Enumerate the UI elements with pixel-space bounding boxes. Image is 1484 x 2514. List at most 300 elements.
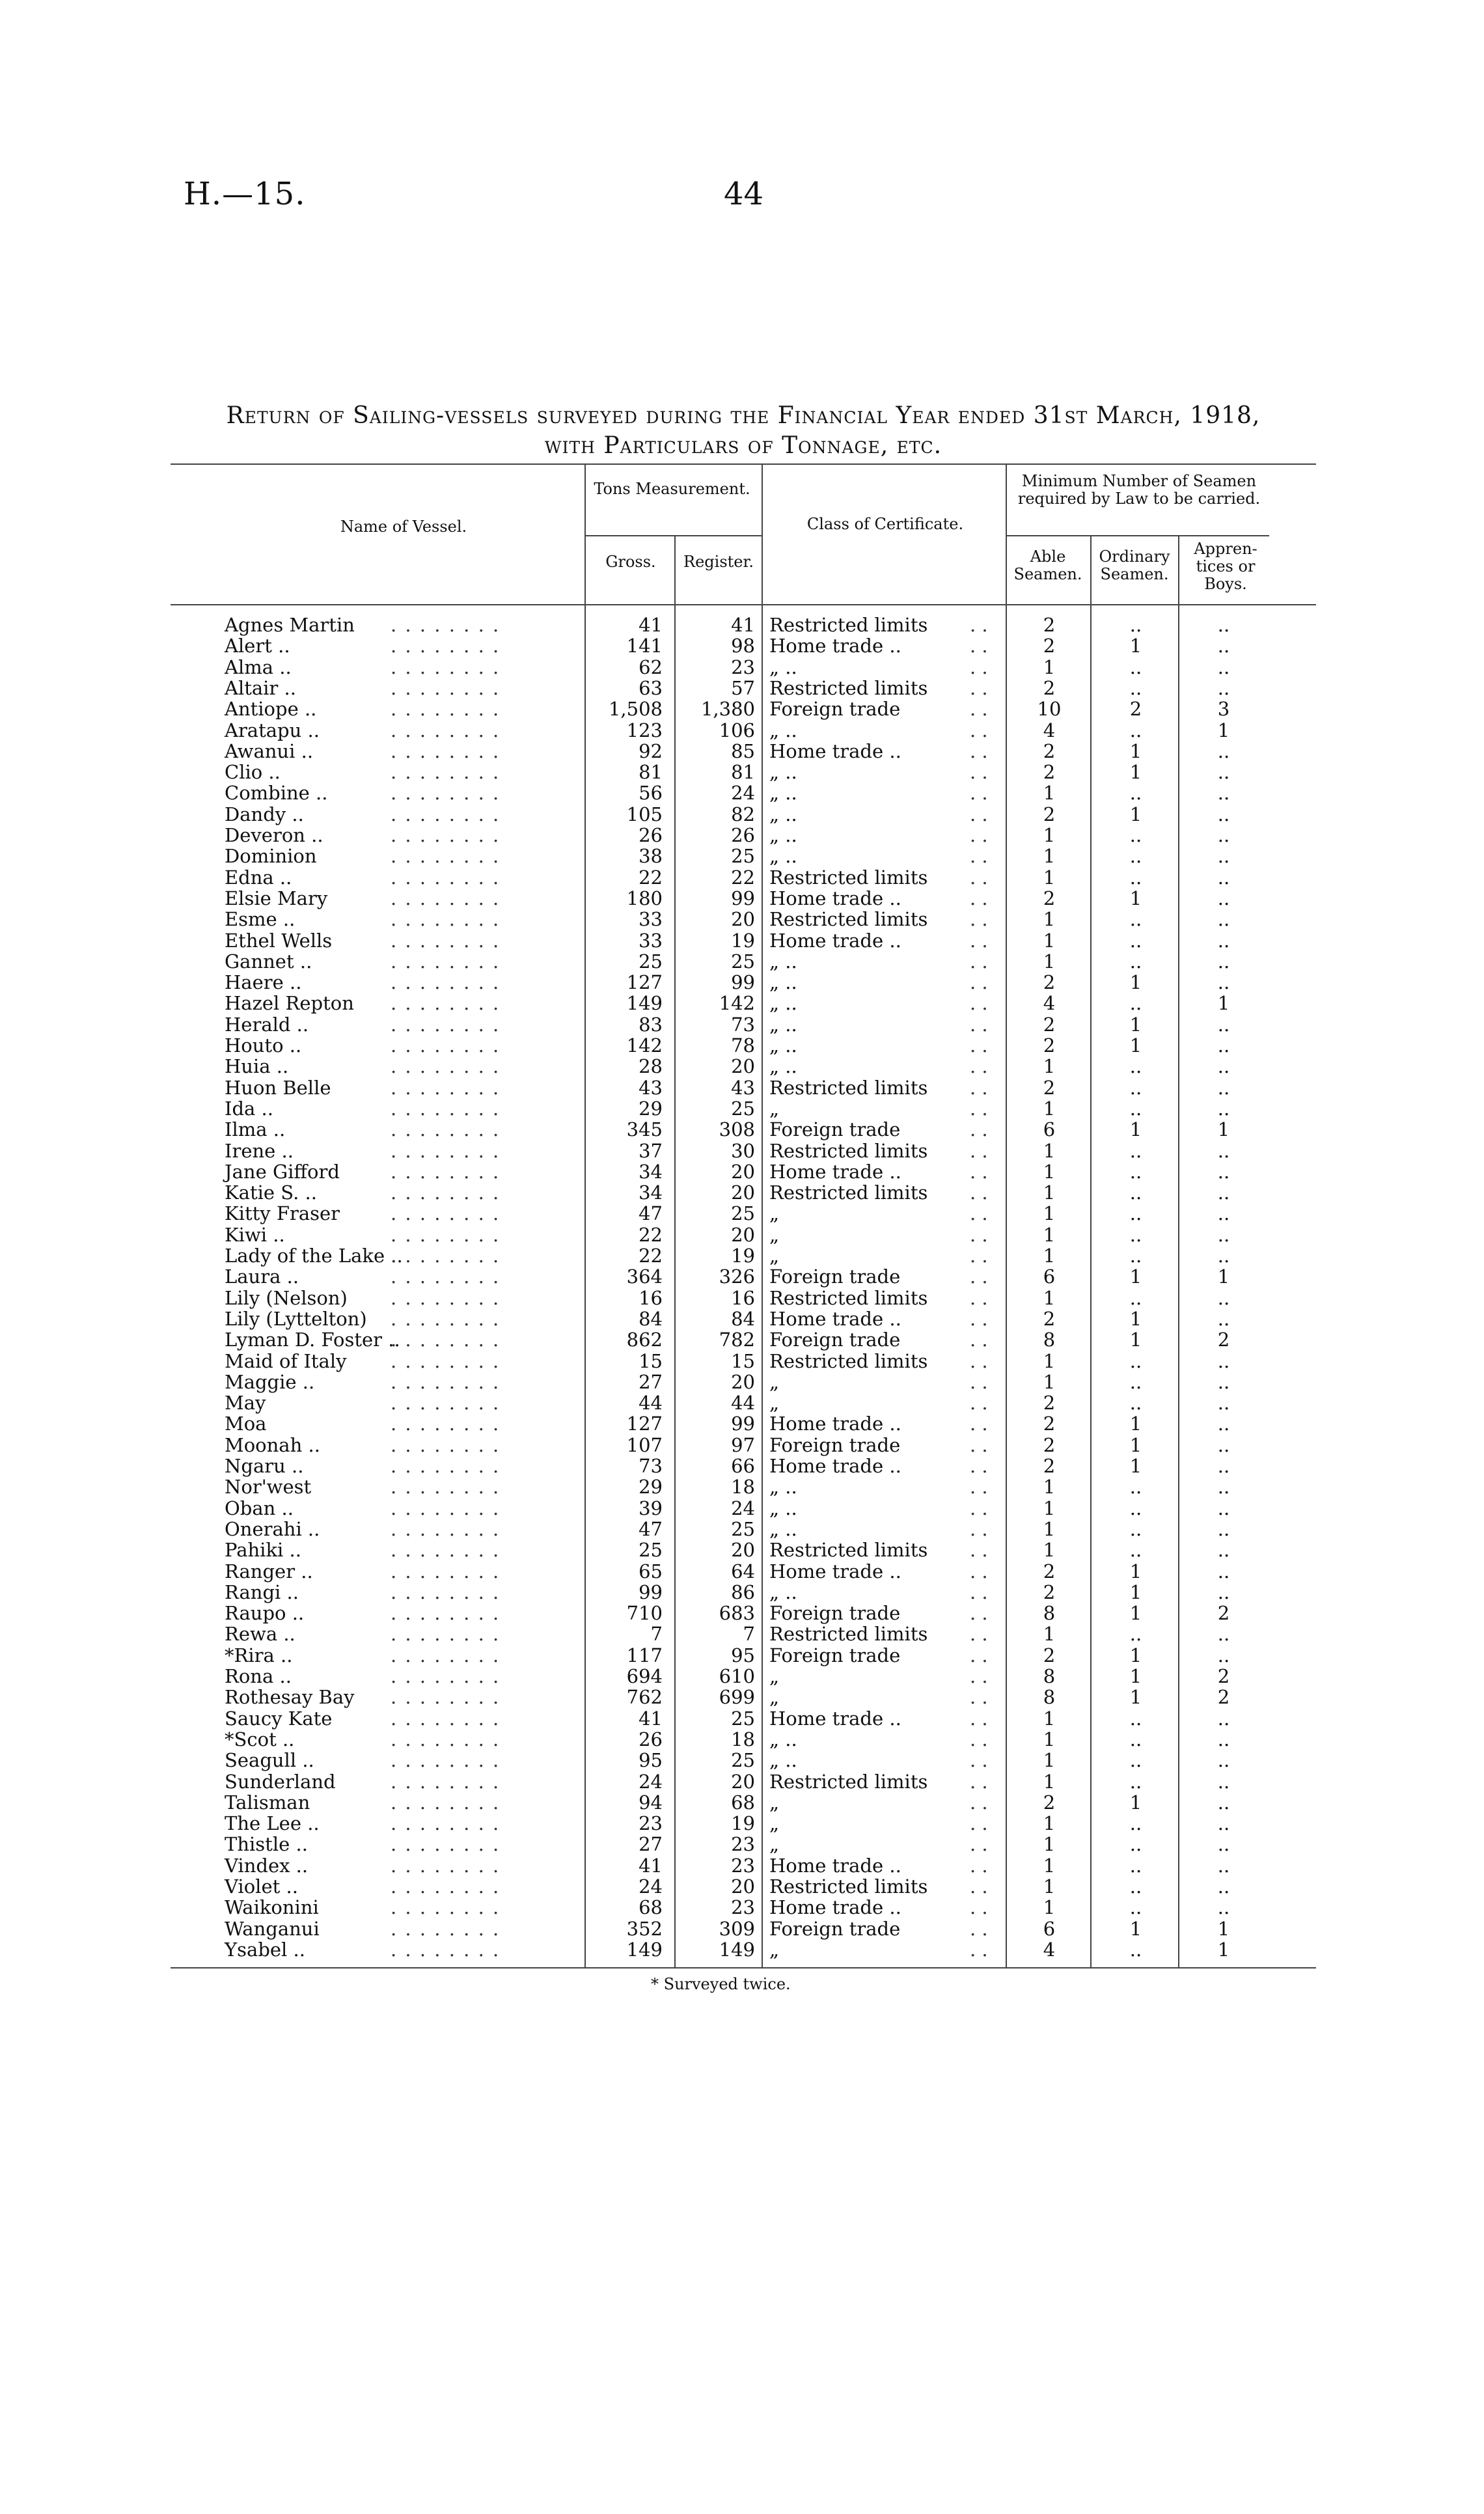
apprentices: ..	[1217, 1581, 1230, 1603]
table-row	[0, 635, 1484, 656]
vessel-name: Rewa ..	[225, 1623, 295, 1646]
ordinary-seamen: ..	[1129, 950, 1142, 973]
able-seamen: 2	[1043, 761, 1056, 784]
able-seamen: 4	[1043, 992, 1056, 1015]
ordinary-seamen: ..	[1129, 845, 1142, 868]
class-dot-leader: . .	[970, 1160, 988, 1183]
certificate-class: Restricted limits	[769, 1875, 928, 1898]
register-tons: 25	[731, 1202, 755, 1225]
class-dot-leader: . .	[970, 1433, 988, 1456]
table-row	[0, 846, 1484, 866]
vessel-name: Lyman D. Foster ..	[225, 1329, 400, 1351]
dot-leader: . . . . . . . .	[391, 1265, 501, 1288]
ordinary-seamen: ..	[1129, 656, 1142, 678]
class-dot-leader: . .	[970, 1917, 988, 1940]
table-row	[0, 1413, 1484, 1434]
table-row	[0, 951, 1484, 972]
certificate-class: Foreign trade	[769, 1433, 901, 1456]
dot-leader: . . . . . . . .	[391, 1602, 501, 1625]
able-seamen: 1	[1043, 929, 1056, 952]
gross-tons: 710	[626, 1602, 663, 1625]
able-seamen: 4	[1043, 1938, 1056, 1961]
apprentices: ..	[1217, 971, 1230, 994]
able-seamen: 2	[1043, 1392, 1056, 1415]
class-dot-leader: . .	[970, 676, 988, 699]
class-dot-leader: . .	[970, 1076, 988, 1099]
dot-leader: . . . . . . . .	[391, 1476, 501, 1499]
gross-tons: 15	[639, 1349, 663, 1372]
table-row	[0, 1623, 1484, 1644]
dot-leader: . . . . . . . .	[391, 1433, 501, 1456]
certificate-class: Home trade ..	[769, 739, 901, 762]
certificate-class: Home trade ..	[769, 635, 901, 657]
vessel-name: Alert ..	[225, 635, 290, 657]
able-seamen: 1	[1043, 1160, 1056, 1183]
gross-tons: 24	[639, 1875, 663, 1898]
certificate-class: „ ..	[769, 803, 797, 825]
able-seamen: 2	[1043, 1307, 1056, 1330]
class-dot-leader: . .	[970, 1749, 988, 1772]
apprentices: ..	[1217, 1749, 1230, 1772]
class-dot-leader: . .	[970, 614, 988, 636]
class-dot-leader: . .	[970, 992, 988, 1015]
vessel-name: Dandy ..	[225, 803, 304, 825]
table-row	[0, 782, 1484, 803]
register-tons: 73	[731, 1013, 755, 1036]
able-seamen: 1	[1043, 866, 1056, 889]
able-seamen: 1	[1043, 1728, 1056, 1750]
min-group-rule	[1006, 535, 1269, 536]
dot-leader: . . . . . . . .	[391, 1013, 501, 1036]
gross-tons: 41	[639, 1854, 663, 1877]
vessel-name: Agnes Martin	[225, 614, 355, 636]
gross-tons: 39	[639, 1497, 663, 1519]
apprentices: ..	[1217, 1349, 1230, 1372]
vessel-name: Herald ..	[225, 1013, 309, 1036]
ordinary-seamen: ..	[1129, 824, 1142, 846]
ordinary-seamen: 1	[1129, 1917, 1142, 1940]
dot-leader: . . . . . . . .	[391, 950, 501, 973]
table-row	[0, 741, 1484, 762]
vessel-name: Katie S. ..	[225, 1181, 317, 1204]
apprentices: ..	[1217, 1728, 1230, 1750]
gross-tons: 56	[639, 782, 663, 805]
apprentices: ..	[1217, 1433, 1230, 1456]
vessel-name: Elsie Mary	[225, 887, 328, 909]
header-gross: Gross.	[605, 553, 656, 571]
certificate-class: „	[769, 1370, 780, 1393]
table-row	[0, 1056, 1484, 1077]
dot-leader: . . . . . . . .	[391, 676, 501, 699]
gross-tons: 47	[639, 1517, 663, 1540]
class-dot-leader: . .	[970, 1517, 988, 1540]
able-seamen: 2	[1043, 1076, 1056, 1099]
table-row	[0, 1687, 1484, 1707]
certificate-class: Restricted limits	[769, 1139, 928, 1162]
dot-leader: . . . . . . . .	[391, 1896, 501, 1919]
gross-tons: 123	[626, 719, 663, 741]
table-row	[0, 1288, 1484, 1308]
table-row	[0, 1329, 1484, 1350]
able-seamen: 1	[1043, 1623, 1056, 1646]
certificate-class: „ ..	[769, 1517, 797, 1540]
gross-tons: 92	[639, 739, 663, 762]
vessel-name: Kiwi ..	[225, 1223, 285, 1246]
dot-leader: . . . . . . . .	[391, 1644, 501, 1666]
table-row	[0, 1750, 1484, 1771]
gross-tons: 73	[639, 1455, 663, 1477]
table-row	[0, 1035, 1484, 1056]
apprentices: ..	[1217, 1307, 1230, 1330]
class-dot-leader: . .	[970, 1370, 988, 1393]
certificate-class: Foreign trade	[769, 1602, 901, 1625]
table-row	[0, 1708, 1484, 1729]
table-row	[0, 1645, 1484, 1666]
table-row	[0, 1266, 1484, 1287]
dot-leader: . . . . . . . .	[391, 1118, 501, 1141]
able-seamen: 2	[1043, 803, 1056, 825]
table-row	[0, 678, 1484, 698]
gross-tons: 62	[639, 656, 663, 678]
table-row	[0, 1224, 1484, 1245]
able-seamen: 1	[1043, 1833, 1056, 1856]
gross-tons: 34	[639, 1181, 663, 1204]
register-tons: 25	[731, 1707, 755, 1730]
ordinary-seamen: 1	[1129, 1034, 1142, 1057]
table-row	[0, 698, 1484, 719]
gross-tons: 26	[639, 824, 663, 846]
ordinary-seamen: ..	[1129, 1517, 1142, 1540]
apprentices: ..	[1217, 1370, 1230, 1393]
certificate-class: „ ..	[769, 1581, 797, 1603]
register-tons: 97	[731, 1433, 755, 1456]
dot-leader: . . . . . . . .	[391, 1349, 501, 1372]
class-dot-leader: . .	[970, 1245, 988, 1267]
register-tons: 43	[731, 1076, 755, 1099]
register-tons: 20	[731, 1539, 755, 1562]
gross-tons: 149	[626, 992, 663, 1015]
certificate-class: „ ..	[769, 824, 797, 846]
ordinary-seamen: ..	[1129, 1896, 1142, 1919]
ordinary-seamen: 1	[1129, 635, 1142, 657]
table-row	[0, 1666, 1484, 1687]
able-seamen: 8	[1043, 1686, 1056, 1709]
header-bottom-rule	[171, 604, 1316, 605]
dot-leader: . . . . . . . .	[391, 1076, 501, 1099]
vessel-name: Pahiki ..	[225, 1539, 301, 1562]
certificate-class: „	[769, 1202, 780, 1225]
class-dot-leader: . .	[970, 929, 988, 952]
certificate-class: Restricted limits	[769, 908, 928, 931]
register-tons: 18	[731, 1728, 755, 1750]
ordinary-seamen: 1	[1129, 1265, 1142, 1288]
dot-leader: . . . . . . . .	[391, 845, 501, 868]
gross-tons: 28	[639, 1055, 663, 1078]
register-tons: 25	[731, 1749, 755, 1772]
class-dot-leader: . .	[970, 1413, 988, 1435]
dot-leader: . . . . . . . .	[391, 1707, 501, 1730]
gross-tons: 27	[639, 1833, 663, 1856]
apprentices: ..	[1217, 1160, 1230, 1183]
ordinary-seamen: ..	[1129, 1875, 1142, 1898]
register-tons: 18	[731, 1476, 755, 1499]
apprentices: ..	[1217, 1413, 1230, 1435]
vessel-name: Irene ..	[225, 1139, 294, 1162]
gross-tons: 345	[626, 1118, 663, 1141]
apprentices: ..	[1217, 1833, 1230, 1856]
able-seamen: 6	[1043, 1118, 1056, 1141]
table-row	[0, 1372, 1484, 1392]
class-dot-leader: . .	[970, 1497, 988, 1519]
apprentices: ..	[1217, 1097, 1230, 1120]
apprentices: ..	[1217, 1223, 1230, 1246]
table-row	[0, 1392, 1484, 1413]
ordinary-seamen: 1	[1129, 1686, 1142, 1709]
able-seamen: 2	[1043, 1455, 1056, 1477]
vessel-name: Kitty Fraser	[225, 1202, 340, 1225]
dot-leader: . . . . . . . .	[391, 656, 501, 678]
gross-tons: 117	[626, 1644, 663, 1666]
gross-tons: 762	[626, 1686, 663, 1709]
vessel-name: Huia ..	[225, 1055, 289, 1078]
class-dot-leader: . .	[970, 1286, 988, 1309]
gross-tons: 33	[639, 908, 663, 931]
apprentices: 3	[1217, 698, 1230, 721]
vessel-name: Ethel Wells	[225, 929, 333, 952]
certificate-class: Home trade ..	[769, 1413, 901, 1435]
apprentices: ..	[1217, 1896, 1230, 1919]
apprentices: ..	[1217, 887, 1230, 909]
apprentices: ..	[1217, 1476, 1230, 1499]
table-row	[0, 1435, 1484, 1456]
vessel-name: Moa	[225, 1413, 267, 1435]
class-dot-leader: . .	[970, 1307, 988, 1330]
gross-tons: 7	[650, 1623, 663, 1646]
able-seamen: 1	[1043, 845, 1056, 868]
ordinary-seamen: ..	[1129, 1349, 1142, 1372]
register-tons: 16	[731, 1286, 755, 1309]
certificate-class: Home trade ..	[769, 1854, 901, 1877]
tons-group-rule	[584, 535, 762, 536]
ordinary-seamen: 1	[1129, 1013, 1142, 1036]
gross-tons: 127	[626, 1413, 663, 1435]
apprentices: ..	[1217, 1812, 1230, 1835]
table-row	[0, 1813, 1484, 1834]
class-dot-leader: . .	[970, 845, 988, 868]
gross-tons: 149	[626, 1938, 663, 1961]
register-tons: 20	[731, 1875, 755, 1898]
class-dot-leader: . .	[970, 1055, 988, 1078]
vessel-name: Maggie ..	[225, 1370, 315, 1393]
register-tons: 22	[731, 866, 755, 889]
register-tons: 68	[731, 1791, 755, 1814]
certificate-class: „ ..	[769, 1749, 797, 1772]
register-tons: 66	[731, 1455, 755, 1477]
gross-tons: 81	[639, 761, 663, 784]
certificate-class: Restricted limits	[769, 1286, 928, 1309]
register-tons: 23	[731, 1833, 755, 1856]
apprentices: ..	[1217, 1517, 1230, 1540]
apprentices: ..	[1217, 950, 1230, 973]
table-row	[0, 1098, 1484, 1119]
ordinary-seamen: ..	[1129, 1770, 1142, 1793]
dot-leader: . . . . . . . .	[391, 887, 501, 909]
header-register: Register.	[683, 553, 754, 571]
apprentices: 1	[1217, 719, 1230, 741]
certificate-class: Foreign trade	[769, 1265, 901, 1288]
table-row	[0, 1771, 1484, 1792]
ordinary-seamen: 1	[1129, 1791, 1142, 1814]
class-dot-leader: . .	[970, 719, 988, 741]
register-tons: 20	[731, 1055, 755, 1078]
dot-leader: . . . . . . . .	[391, 1181, 501, 1204]
ordinary-seamen: ..	[1129, 1392, 1142, 1415]
class-dot-leader: . .	[970, 1938, 988, 1961]
class-dot-leader: . .	[970, 824, 988, 846]
table-row	[0, 1476, 1484, 1497]
certificate-class: „	[769, 1791, 780, 1814]
register-tons: 20	[731, 1770, 755, 1793]
register-tons: 308	[719, 1118, 755, 1141]
dot-leader: . . . . . . . .	[391, 1055, 501, 1078]
ordinary-seamen: ..	[1129, 1202, 1142, 1225]
apprentices: ..	[1217, 1770, 1230, 1793]
able-seamen: 2	[1043, 1433, 1056, 1456]
dot-leader: . . . . . . . .	[391, 1791, 501, 1814]
table-row	[0, 1603, 1484, 1623]
certificate-class: „	[769, 1392, 780, 1415]
certificate-class: „	[769, 1812, 780, 1835]
apprentices: 1	[1217, 992, 1230, 1015]
vessel-name: Violet ..	[225, 1875, 298, 1898]
dot-leader: . . . . . . . .	[391, 803, 501, 825]
register-tons: 99	[731, 971, 755, 994]
register-tons: 25	[731, 950, 755, 973]
class-dot-leader: . .	[970, 1665, 988, 1687]
vessel-name: Haere ..	[225, 971, 302, 994]
gross-tons: 63	[639, 676, 663, 699]
ordinary-seamen: ..	[1129, 1076, 1142, 1099]
class-dot-leader: . .	[970, 1602, 988, 1625]
certificate-class: Restricted limits	[769, 1181, 928, 1204]
table-row	[0, 1014, 1484, 1035]
ordinary-seamen: ..	[1129, 1139, 1142, 1162]
vessel-name: Deveron ..	[225, 824, 323, 846]
able-seamen: 1	[1043, 1139, 1056, 1162]
able-seamen: 1	[1043, 1812, 1056, 1835]
table-row	[0, 1540, 1484, 1560]
gross-tons: 38	[639, 845, 663, 868]
ordinary-seamen: ..	[1129, 1728, 1142, 1750]
certificate-class: Home trade ..	[769, 1707, 901, 1730]
vessel-name: Onerahi ..	[225, 1517, 320, 1540]
able-seamen: 1	[1043, 1223, 1056, 1246]
able-seamen: 2	[1043, 1034, 1056, 1057]
able-seamen: 1	[1043, 656, 1056, 678]
register-tons: 309	[719, 1917, 755, 1940]
class-dot-leader: . .	[970, 1476, 988, 1499]
dot-leader: . . . . . . . .	[391, 614, 501, 636]
class-dot-leader: . .	[970, 1539, 988, 1562]
able-seamen: 1	[1043, 1896, 1056, 1919]
class-dot-leader: . .	[970, 971, 988, 994]
vessel-name: Awanui ..	[225, 739, 314, 762]
certificate-class: Restricted limits	[769, 1770, 928, 1793]
gross-tons: 29	[639, 1476, 663, 1499]
dot-leader: . . . . . . . .	[391, 1245, 501, 1267]
vessel-name: Thistle ..	[225, 1833, 308, 1856]
dot-leader: . . . . . . . .	[391, 1812, 501, 1835]
table-row	[0, 1834, 1484, 1855]
apprentices: ..	[1217, 1560, 1230, 1582]
gross-tons: 95	[639, 1749, 663, 1772]
vessel-name: Laura ..	[225, 1265, 299, 1288]
ordinary-seamen: ..	[1129, 1623, 1142, 1646]
class-dot-leader: . .	[970, 739, 988, 762]
dot-leader: . . . . . . . .	[391, 1833, 501, 1856]
ordinary-seamen: ..	[1129, 1854, 1142, 1877]
gross-tons: 84	[639, 1307, 663, 1330]
page-number: 44	[724, 176, 764, 212]
ordinary-seamen: ..	[1129, 1497, 1142, 1519]
apprentices: ..	[1217, 1139, 1230, 1162]
vessel-name: Maid of Italy	[225, 1349, 347, 1372]
able-seamen: 2	[1043, 635, 1056, 657]
dot-leader: . . . . . . . .	[391, 1286, 501, 1309]
class-dot-leader: . .	[970, 761, 988, 784]
ordinary-seamen: 1	[1129, 1665, 1142, 1687]
dot-leader: . . . . . . . .	[391, 1938, 501, 1961]
register-tons: 683	[719, 1602, 755, 1625]
certificate-class: „ ..	[769, 950, 797, 973]
class-dot-leader: . .	[970, 1202, 988, 1225]
register-tons: 44	[731, 1392, 755, 1415]
certificate-class: „	[769, 1833, 780, 1856]
vessel-name: Ida ..	[225, 1097, 273, 1120]
apprentices: ..	[1217, 1034, 1230, 1057]
certificate-class: Home trade ..	[769, 1160, 901, 1183]
register-tons: 25	[731, 845, 755, 868]
gross-tons: 37	[639, 1139, 663, 1162]
gross-tons: 25	[639, 1539, 663, 1562]
ordinary-seamen: ..	[1129, 1097, 1142, 1120]
apprentices: 1	[1217, 1118, 1230, 1141]
register-tons: 15	[731, 1349, 755, 1372]
class-dot-leader: . .	[970, 1223, 988, 1246]
certificate-class: Restricted limits	[769, 1076, 928, 1099]
ordinary-seamen: 1	[1129, 1307, 1142, 1330]
apprentices: ..	[1217, 1644, 1230, 1666]
table-row	[0, 1456, 1484, 1476]
apprentices: ..	[1217, 656, 1230, 678]
dot-leader: . . . . . . . .	[391, 719, 501, 741]
dot-leader: . . . . . . . .	[391, 1034, 501, 1057]
dot-leader: . . . . . . . .	[391, 1749, 501, 1772]
table-row	[0, 1855, 1484, 1876]
vessel-name: Wanganui	[225, 1917, 320, 1940]
dot-leader: . . . . . . . .	[391, 1854, 501, 1877]
apprentices: 1	[1217, 1265, 1230, 1288]
ordinary-seamen: ..	[1129, 1286, 1142, 1309]
dot-leader: . . . . . . . .	[391, 739, 501, 762]
dot-leader: . . . . . . . .	[391, 908, 501, 931]
register-tons: 142	[719, 992, 755, 1015]
vessel-name: Talisman	[225, 1791, 310, 1814]
table-row	[0, 762, 1484, 782]
able-seamen: 8	[1043, 1602, 1056, 1625]
gross-tons: 41	[639, 614, 663, 636]
ordinary-seamen: 1	[1129, 1602, 1142, 1625]
